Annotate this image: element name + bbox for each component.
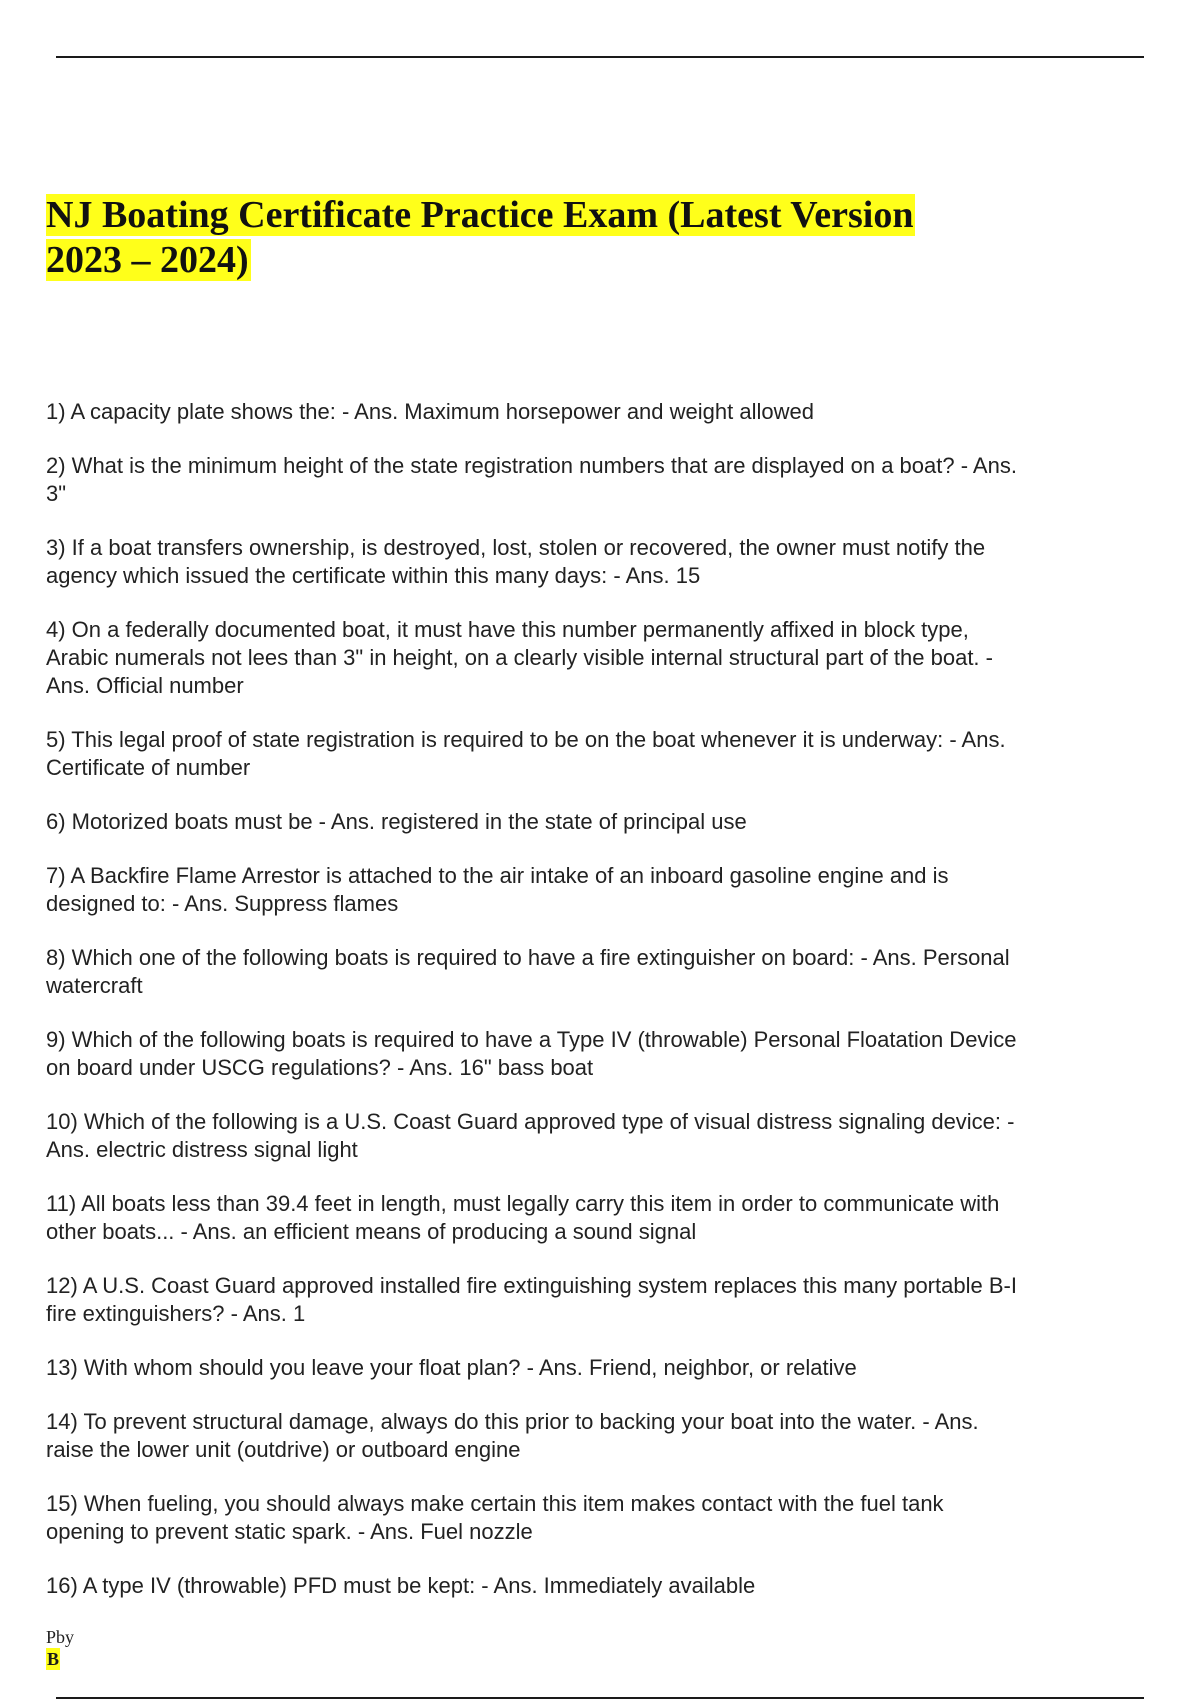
question-item: 12) A U.S. Coast Guard approved installed fire extinguishing system replaces this many portable B-I fire extinguishers? - Ans. 1 [46,1273,1017,1326]
top-rule [56,56,1144,58]
question-item: 6) Motorized boats must be - Ans. registered in the state of principal use [46,809,747,834]
question-item: 2) What is the minimum height of the state registration numbers that are displayed on a boat? - Ans. 3" [46,453,1017,506]
bottom-rule [56,1697,1144,1699]
question-item: 8) Which one of the following boats is required to have a fire extinguisher on board: - Ans. Personal watercraft [46,945,1010,998]
footer [46,1626,74,1670]
question-item: 5) This legal proof of state registration is required to be on the boat whenever it is underway: - Ans. Certificate of number [46,727,1006,780]
question-list [46,398,1026,1600]
question-item: 3) If a boat transfers ownership, is destroyed, lost, stolen or recovered, the owner must notify the agency which issued the certificate within this many days: - Ans. 15 [46,535,986,588]
question-item: 4) On a federally documented boat, it must have this number permanently affixed in block type, Arabic numerals not lees than 3" in height, on a clearly visible internal structural part of the boat. - Ans. Official number [46,617,993,698]
question-item: 15) When fueling, you should always make certain this item makes contact with the fuel tank opening to prevent static spark. - Ans. Fuel nozzle [46,1491,944,1544]
document-title [46,193,986,283]
question-item: 14) To prevent structural damage, always do this prior to backing your boat into the water. - Ans. raise the lower unit (outdrive) or outboard engine [46,1409,979,1462]
question-item: 10) Which of the following is a U.S. Coast Guard approved type of visual distress signaling device: - Ans. electric distress signal light [46,1109,1015,1162]
footer-b: B [47,1649,60,1669]
question-item: 7) A Backfire Flame Arrestor is attached to the air intake of an inboard gasoline engine and is designed to: - Ans. Suppress flames [46,863,949,916]
question-item: 9) Which of the following boats is required to have a Type IV (throwable) Personal Floatation Device on board under USCG regulations? - Ans. 16" bass boat [46,1027,1017,1080]
footer-pby: Pby [46,1627,75,1647]
question-item: 11) All boats less than 39.4 feet in length, must legally carry this item in order to communicate with other boats... - Ans. an efficient means of producing a sound signal [46,1191,1000,1244]
question-item: 13) With whom should you leave your float plan? - Ans. Friend, neighbor, or relative [46,1355,857,1380]
title-highlight: NJ Boating Certificate Practice Exam (Latest Version 2023 – 2024) [46,194,914,282]
question-item: 1) A capacity plate shows the: - Ans. Maximum horsepower and weight allowed [46,399,814,424]
question-item: 16) A type IV (throwable) PFD must be kept: - Ans. Immediately available [46,1573,756,1598]
